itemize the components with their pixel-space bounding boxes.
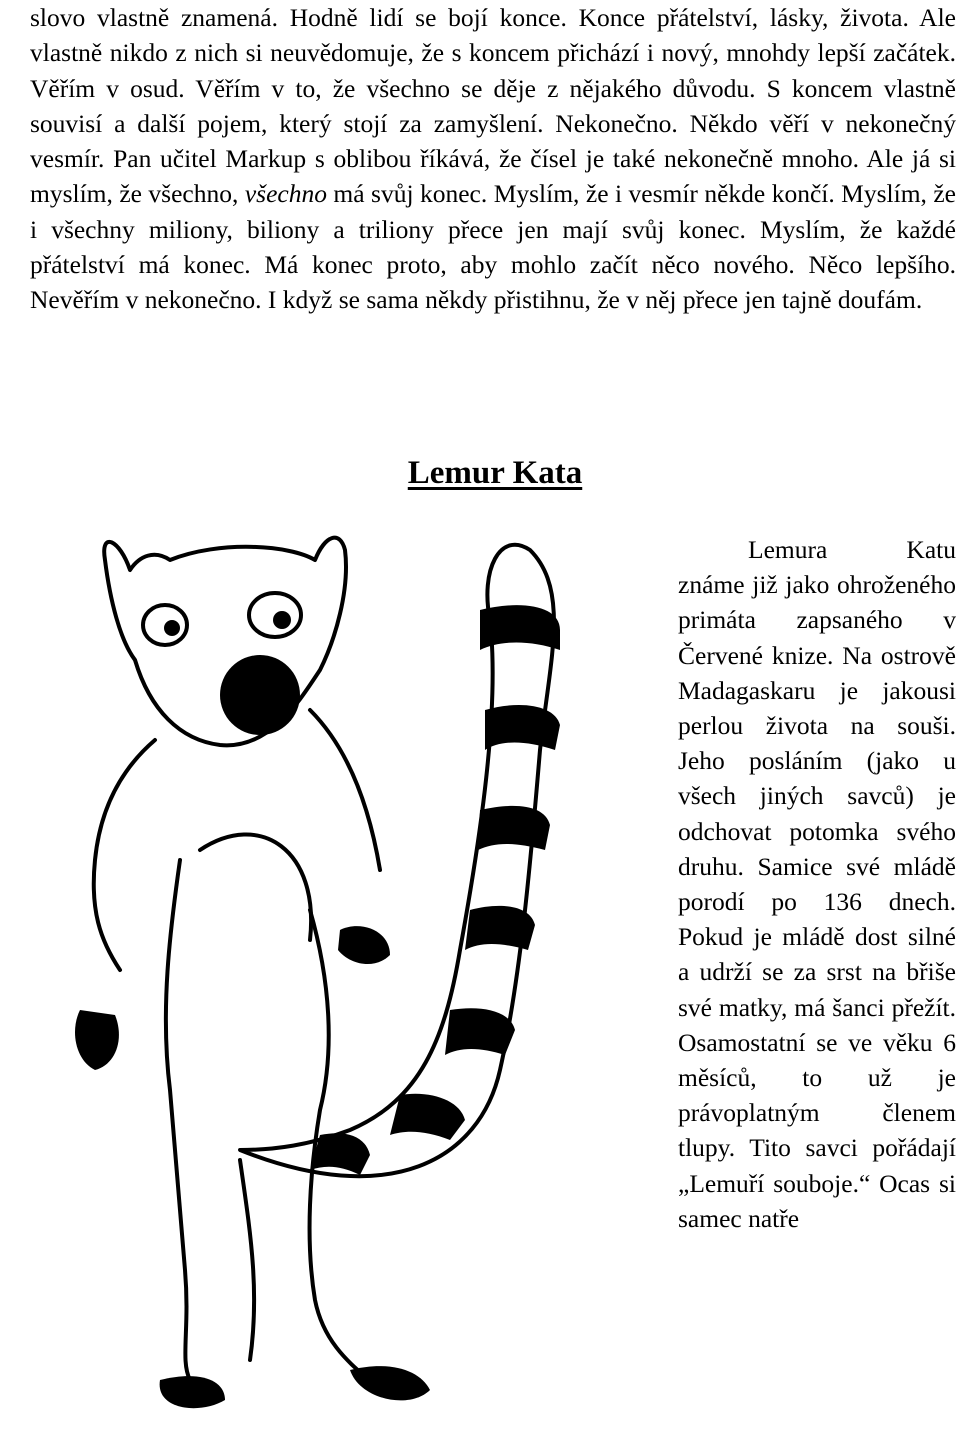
body-paragraph-part-1: slovo vlastně znamená. Hodně lidí se bojí konce. Konce přátelství, lásky, života. Ale vlastně nikdo z nich si neuvědomuje, že s koncem přichází i nový, mnohdy lepší začátek. Věřím v osud. Věřím v to, že všechno se děje z nějakého důvodu. S koncem vlastně souvisí a další pojem, který stojí za zamyšlení. Nekonečno. Někdo věří v nekonečný vesmír. Pan učitel Markup s oblibou říkává, že čísel je také nekonečně mnoho. Ale já si myslím, že všechno, — [30, 3, 956, 209]
lemur-body — [94, 710, 380, 1390]
side-paragraph-text: Lemura Katu známe již jako ohroženého primáta zapsaného v Červené knize. Na ostrově Madagaskaru je jakousi perlou života na souši. Jeho posláním (jako u všech jiných savců) je odchovat potomka svého druhu. Samice své mládě porodí po 136 dnech. Pokud je mládě dost silné a udrží se za srst na břiše své matky, má šanci přežít. Osamostatní se ve věku 6 měsíců, to už je právoplatným členem tlupy. Tito savci pořádají „Lemuří souboje.“ Ocas si samec natře — [678, 535, 956, 1233]
lemur-nose-patch — [220, 655, 300, 735]
lemur-belly — [200, 834, 311, 940]
body-paragraph-part-2: má svůj konec. Myslím, že i vesmír někde končí. Myslím, že i všechny miliony, biliony a triliony přece jen mají svůj konec. Myslím, že každé přátelství má konec. Má konec proto, aby mohlo začít něco nového. Něco lepšího. Nevěřím v nekonečno. I když se sama někdy přistihnu, že v něj přece jen tajně doufám. — [30, 179, 956, 315]
lemur-right-hand — [338, 926, 390, 964]
lemur-left-hand — [75, 1010, 119, 1070]
emphasized-word: všechno — [244, 179, 327, 209]
lemur-illustration — [60, 510, 660, 1430]
lemur-right-foot — [350, 1366, 430, 1400]
section-heading: Lemur Kata — [407, 455, 583, 491]
side-paragraph — [678, 532, 956, 1236]
lemur-left-pupil — [164, 620, 180, 636]
lemur-left-foot — [160, 1376, 225, 1408]
lemur-right-pupil — [273, 611, 291, 629]
body-paragraph — [30, 0, 956, 318]
